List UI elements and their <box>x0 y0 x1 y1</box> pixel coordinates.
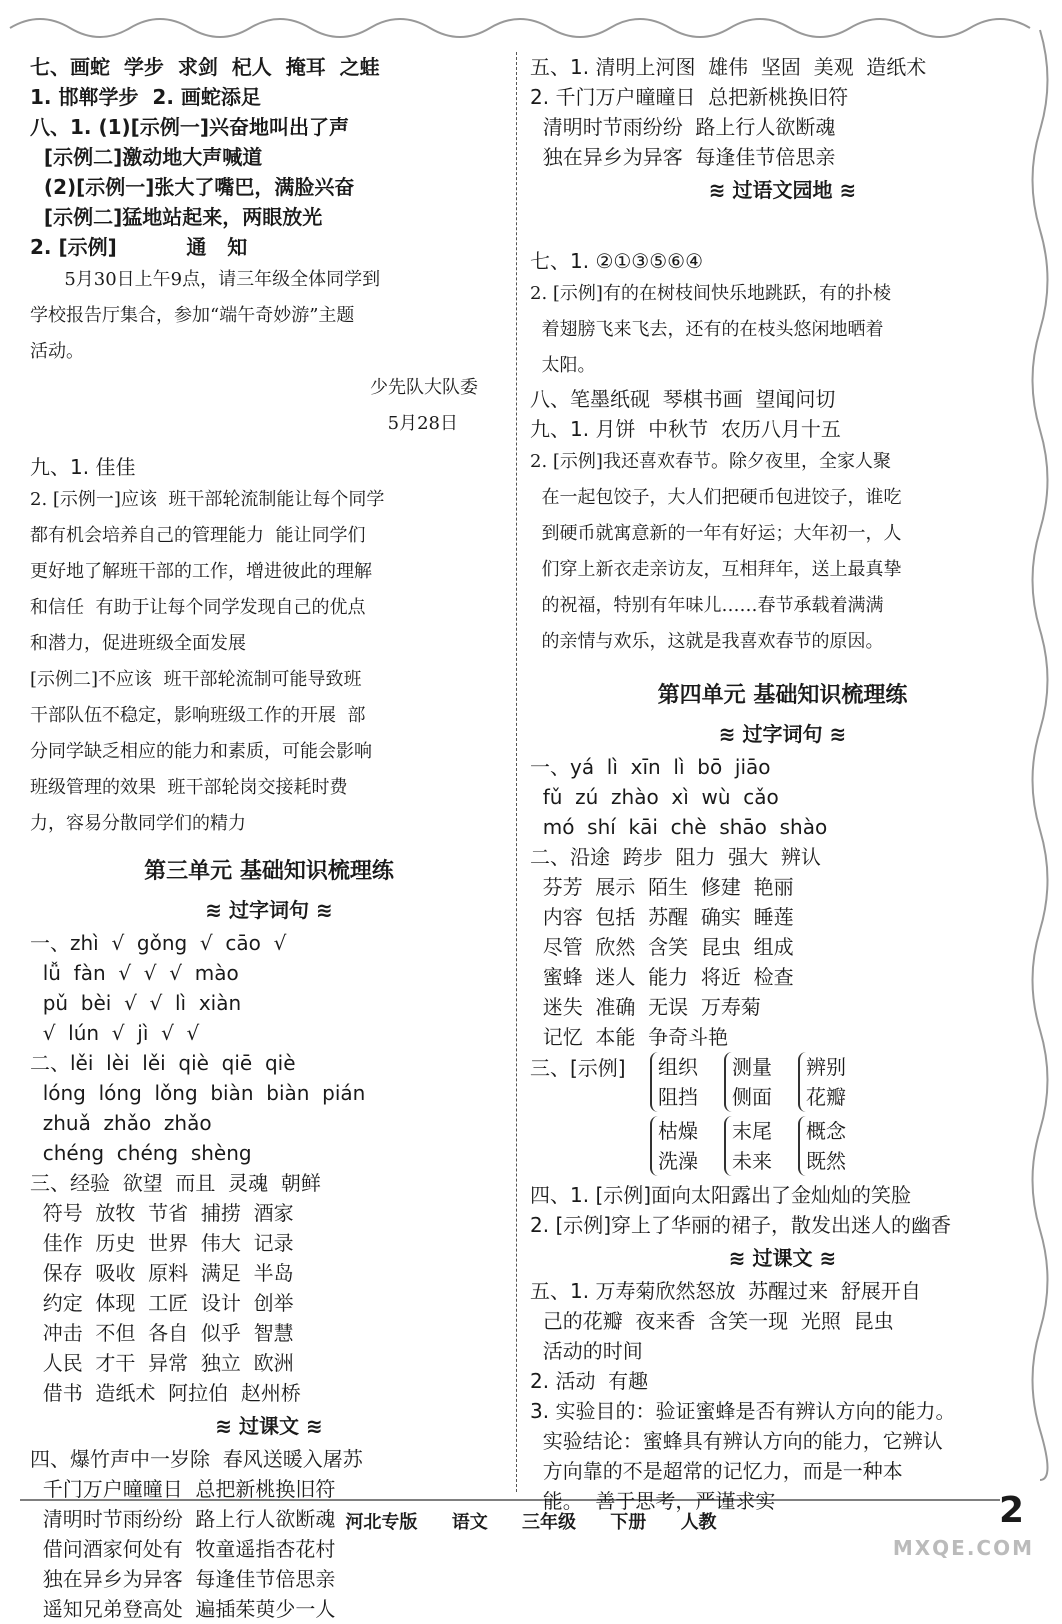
answer-line: 人民 才干 异常 独立 欧洲 <box>30 1351 294 1375</box>
answer-line: 三、经验 欲望 而且 灵魂 朝鲜 <box>30 1171 321 1195</box>
answer-line: (2)[示例一]张大了嘴巴，满脸兴奋 <box>30 175 355 199</box>
answer-line: 2. [示例] 通 知 <box>30 235 248 259</box>
answer-line: 遥知兄弟登高处 遍插茱萸少一人 <box>30 1597 336 1621</box>
subsection-heading: ≋ 过课文 ≋ <box>728 1246 837 1270</box>
answer-line: 迷失 准确 无误 万寿菊 <box>530 995 761 1019</box>
answer-line: 五、1. 万寿菊欣然怒放 苏醒过来 舒展开自 <box>530 1279 921 1303</box>
answer-line: 五、1. 清明上河图 雄伟 坚固 美观 造纸术 <box>530 55 927 79</box>
answer-line: 更好地了解班干部的工作，增进彼此的理解 <box>30 561 372 582</box>
answer-line: 清明时节雨纷纷 路上行人欲断魂 <box>530 115 836 139</box>
answer-line: 符号 放牧 节省 捕捞 酒家 <box>30 1201 294 1225</box>
answer-line: 九、1. 佳佳 <box>30 455 136 479</box>
answer-line: 2. [示例]有的在树枝间快乐地跳跃，有的扑棱 <box>530 283 891 304</box>
answer-line: 独在异乡为异客 每逢佳节倍思亲 <box>30 1567 336 1591</box>
notice-body: 活动。 <box>30 341 84 362</box>
word: 洗澡 <box>658 1149 698 1173</box>
answer-line: 2. [示例一]应该 班干部轮流制能让每个同学 <box>30 489 385 510</box>
unit3-title: 第三单元 基础知识梳理练 <box>144 859 394 884</box>
answer-line: 四、爆竹声中一岁除 春风送暖入屠苏 <box>30 1447 363 1471</box>
answer-line: 方向靠的不是超常的记忆力，而是一种本 <box>530 1459 903 1483</box>
answer-line: 蜜蜂 迷人 能力 将近 检查 <box>530 965 794 989</box>
word-pair <box>650 1052 698 1112</box>
word-pair <box>798 1052 846 1112</box>
answer-line: √ lún √ jì √ √ <box>30 1021 200 1045</box>
answer-line: 借书 造纸术 阿拉伯 赵州桥 <box>30 1381 301 1405</box>
answer-line: 和潜力，促进班级全面发展 <box>30 633 246 654</box>
answer-line: 一、yá lì xīn lì bō jiāo <box>530 755 771 779</box>
answer-line: 2. 活动 有趣 <box>530 1369 649 1393</box>
notice-signature: 少先队大队委 <box>370 377 478 398</box>
answer-line: 的祝福，特别有年味儿……春节承载着满满 <box>530 595 884 616</box>
answer-line: 约定 体现 工匠 设计 创举 <box>30 1291 294 1315</box>
answer-line: 在一起包饺子，大人们把硬币包进饺子，谁吃 <box>530 487 902 508</box>
footer-publisher: 人教 <box>680 1512 717 1533</box>
answer-line: 干部队伍不稳定，影响班级工作的开展 部 <box>30 705 366 726</box>
answer-line: mó shí kāi chè shāo shào <box>530 815 828 839</box>
answer-line: lǚ fàn √ √ √ mào <box>30 961 239 985</box>
footer-grade: 三年级 <box>522 1512 576 1533</box>
word: 侧面 <box>732 1085 772 1109</box>
answer-line: zhuǎ zhǎo zhǎo <box>30 1111 212 1135</box>
answer-line: 尽管 欣然 含笑 昆虫 组成 <box>530 935 794 959</box>
answer-line: lóng lóng lǒng biàn biàn pián <box>30 1081 366 1105</box>
answer-line: [示例二]猛地站起来，两眼放光 <box>30 205 323 229</box>
word: 既然 <box>806 1149 846 1173</box>
answer-line: 七、画蛇 学步 求剑 杞人 掩耳 之蛙 <box>30 55 380 79</box>
word-pair <box>798 1116 846 1176</box>
answer-line: 活动的时间 <box>530 1339 643 1363</box>
answer-line: 记忆 本能 争奇斗艳 <box>530 1025 729 1049</box>
answer-line: 七、1. ②①③⑤⑥④ <box>530 249 704 273</box>
answer-line: 能。 善于思考，严谨求实 <box>530 1489 776 1513</box>
unit4-title: 第四单元 基础知识梳理练 <box>657 683 908 708</box>
word: 枯燥 <box>658 1119 698 1143</box>
answer-line-q6 <box>530 208 1035 246</box>
footer-volume: 下册 <box>610 1512 647 1533</box>
word: 花瓣 <box>806 1085 846 1109</box>
subsection-heading: ≋ 过字词句 ≋ <box>205 898 333 922</box>
left-column <box>30 52 508 1624</box>
answer-line: 1. 邯郸学步 2. 画蛇添足 <box>30 85 261 109</box>
q3-group-row <box>530 1116 1035 1180</box>
word-pair <box>650 1116 698 1176</box>
answer-line: 佳作 历史 世界 伟大 记录 <box>30 1231 294 1255</box>
answer-line: 借问酒家何处有 牧童遥指杏花村 <box>30 1537 336 1561</box>
answer-line: 二、沿途 跨步 阻力 强大 辨认 <box>530 845 821 869</box>
q3-group-row <box>530 1052 1035 1116</box>
answer-line: 2. 千门万户曈曈日 总把新桃换旧符 <box>530 85 849 109</box>
word: 测量 <box>732 1055 772 1079</box>
answer-line: 一、zhì √ gǒng √ cāo √ <box>30 931 287 955</box>
answer-line: 2. [示例]我还喜欢春节。除夕夜里，全家人聚 <box>530 451 891 472</box>
answer-line: 清明时节雨纷纷 路上行人欲断魂 <box>30 1507 336 1531</box>
answer-line: 内容 包括 苏醒 确实 睡莲 <box>530 905 794 929</box>
word-pair <box>724 1116 772 1176</box>
answer-line: 冲击 不但 各自 似乎 智慧 <box>30 1321 294 1345</box>
answer-line: 实验结论：蜜蜂具有辨认方向的能力，它辨认 <box>530 1429 943 1453</box>
answer-line: 到硬币就寓意新的一年有好运；大年初一，人 <box>530 523 902 544</box>
answer-line: pǔ bèi √ √ lì xiàn <box>30 991 242 1015</box>
answer-line: 芬芳 展示 陌生 修建 艳丽 <box>530 875 794 899</box>
word: 组织 <box>658 1055 698 1079</box>
answer-line: 九、1. 月饼 中秋节 农历八月十五 <box>530 417 841 441</box>
answer-line: 和信任 有助于让每个同学发现自己的优点 <box>30 597 366 618</box>
answer-line: 保存 吸收 原料 满足 半岛 <box>30 1261 294 1285</box>
answer-line: 们穿上新衣走亲访友，互相拜年，送上最真挚 <box>530 559 902 580</box>
notice-body: 学校报告厅集合，参加“端午奇妙游”主题 <box>30 305 355 326</box>
footer-edition: 河北专版 <box>345 1512 418 1533</box>
answer-line: 八、笔墨纸砚 琴棋书画 望闻问切 <box>530 387 836 411</box>
answer-line: 千门万户曈曈日 总把新桃换旧符 <box>30 1477 336 1501</box>
word: 未来 <box>732 1149 772 1173</box>
word: 辨别 <box>806 1055 846 1079</box>
page-footer <box>0 1508 1062 1534</box>
answer-line: [示例二]不应该 班干部轮流制可能导致班 <box>30 669 362 690</box>
word: 末尾 <box>732 1119 772 1143</box>
watermark: MXQE.COM <box>892 1536 1034 1560</box>
word: 阻挡 <box>658 1085 698 1109</box>
answer-line: 二、lěi lèi lěi qiè qiē qiè <box>30 1051 296 1075</box>
right-column <box>530 52 1035 1516</box>
answer-line: 3. 实验目的：验证蜜蜂是否有辨认方向的能力。 <box>530 1399 956 1423</box>
answer-line: 着翅膀飞来飞去，还有的在枝头悠闲地晒着 <box>530 319 884 340</box>
answer-line: 2. [示例]穿上了华丽的裙子，散发出迷人的幽香 <box>530 1213 952 1237</box>
answer-line: 八、1. (1)[示例一]兴奋地叫出了声 <box>30 115 349 139</box>
notice-date: 5月28日 <box>387 413 458 434</box>
column-divider <box>516 52 517 1492</box>
word-pair <box>724 1052 772 1112</box>
word: 概念 <box>806 1119 846 1143</box>
answer-line: 都有机会培养自己的管理能力 能让同学们 <box>30 525 366 546</box>
answer-line: 班级管理的效果 班干部轮岗交接耗时费 <box>30 777 348 798</box>
answer-line: 的亲情与欢乐，这就是我喜欢春节的原因。 <box>530 631 884 652</box>
answer-line: 分同学缺乏相应的能力和素质，可能会影响 <box>30 741 372 762</box>
answer-line: 四、1. [示例]面向太阳露出了金灿灿的笑脸 <box>530 1183 912 1207</box>
q3-label: 三、[示例] <box>530 1056 626 1080</box>
answer-line: 独在异乡为异客 每逢佳节倍思亲 <box>530 145 836 169</box>
answer-line: 太阳。 <box>530 355 596 376</box>
page-number: 2 <box>998 1490 1024 1531</box>
answer-line: [示例二]激动地大声喊道 <box>30 145 263 169</box>
answer-line: 力，容易分散同学们的精力 <box>30 813 246 834</box>
answer-line: fǔ zú zhào xì wù cǎo <box>530 785 779 809</box>
footer-subject: 语文 <box>451 1512 488 1533</box>
answer-line: chéng chéng shèng <box>30 1141 252 1165</box>
subsection-heading: ≋ 过字词句 ≋ <box>718 722 847 746</box>
subsection-heading: ≋ 过课文 ≋ <box>215 1414 323 1438</box>
subsection-heading: ≋ 过语文园地 ≋ <box>708 178 857 202</box>
answer-line: 己的花瓣 夜来香 含笑一现 光照 昆虫 <box>530 1309 894 1333</box>
notice-body: 5月30日上午9点，请三年级全体同学到 <box>30 269 381 290</box>
